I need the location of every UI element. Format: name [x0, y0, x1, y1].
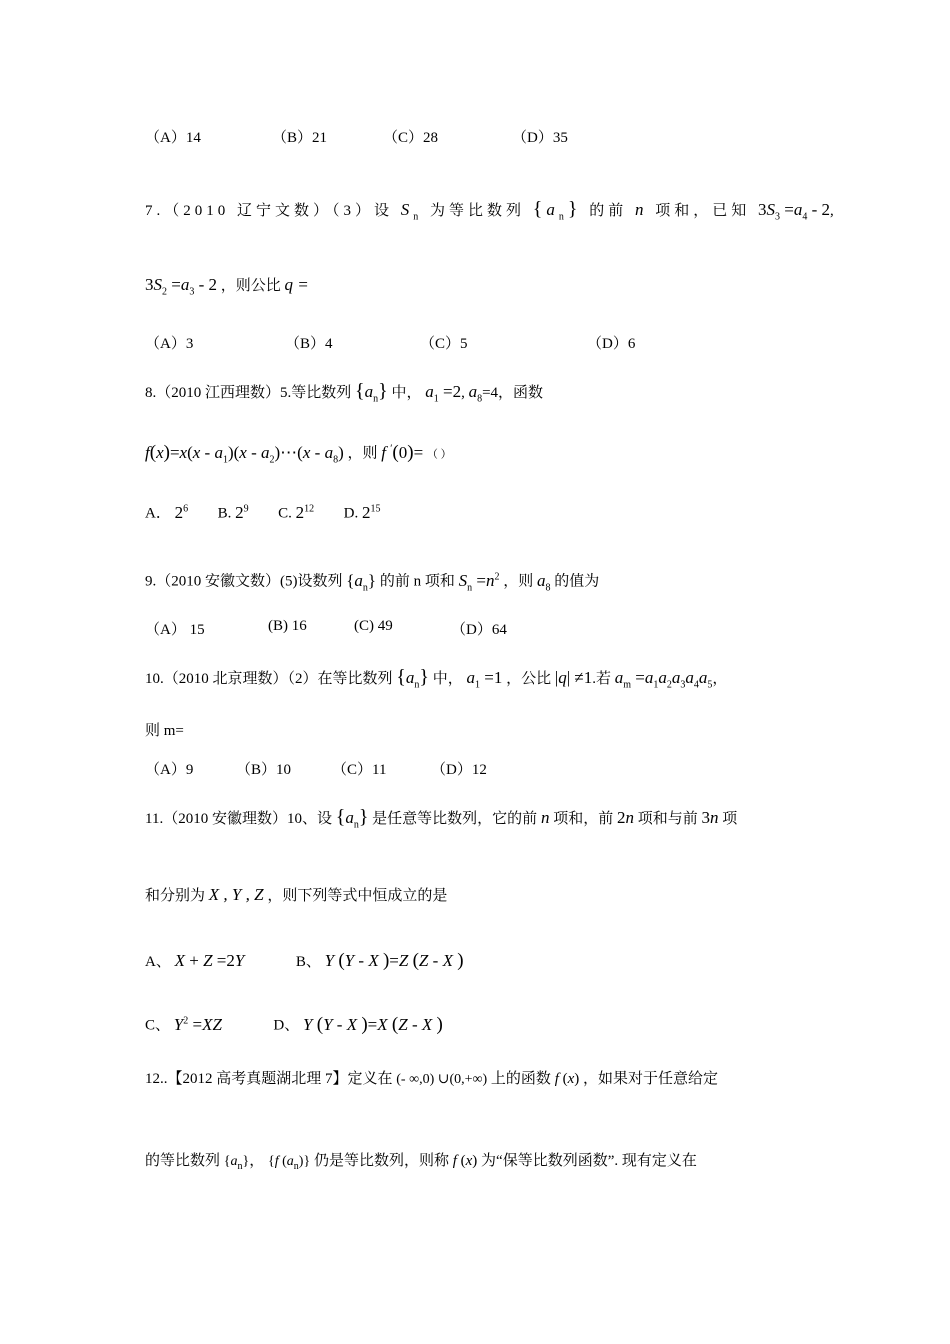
q6-option-b: （B）21: [272, 130, 328, 146]
q8-option-c-label: C.: [278, 505, 292, 522]
q8-option-b-label: B.: [217, 505, 232, 522]
q11-option-b-formula: Y (Y - X )=Z (Z - X ): [324, 950, 464, 971]
q7-option-a: （A）3: [145, 336, 194, 352]
q10-text4: ，: [712, 671, 728, 687]
q8-option-b-value: $2^9$: [235, 502, 249, 522]
q11-text3: 项和与前: [637, 811, 698, 827]
q11-line2a: 和分别为: [145, 888, 206, 904]
q10-text2: ，公比: [506, 671, 552, 687]
q11-formula-2n: 2n: [616, 808, 634, 827]
q11-text1: 是任意等比数列，它的前: [372, 811, 538, 827]
q12-formula-domain: (- ∞,0) ∪(0,+∞): [396, 1072, 488, 1087]
q9-option-a: （A） 15: [145, 622, 205, 638]
q7-formula-eq2: $3S_2 =a_3 - 2$: [145, 275, 218, 298]
q12-prefix: 12..【2012 高考真题湖北理 7】定义在: [145, 1071, 393, 1087]
q11-option-d-label: D、: [273, 1017, 300, 1034]
q12-formula-fx-2: f (x): [452, 1153, 478, 1169]
q12-text2: ，如果对于任意给定: [583, 1071, 719, 1087]
q7-option-c: （C）5: [420, 336, 468, 352]
q9-text1: 的前 n 项和: [379, 573, 455, 590]
q12-line-2: [145, 1150, 810, 1178]
q8-formula-an: $\{a_n\}$: [355, 380, 388, 405]
q12-line2d: 为“保等比数列函数”. 现有定义在: [481, 1153, 697, 1169]
q7-line-1: 7.（2010 辽宁文数）（3）设 $S_n$ 为等比数列 $\{a_n\}$ 的前 n 项和，已知 $3S_3 =a_4 - 2$,: [145, 198, 838, 223]
q10-option-d: （D）12: [431, 762, 487, 778]
q11-formula-an: $\{a_n\}$: [335, 806, 369, 831]
q8-formula-a1: $a_1 =2$: [425, 382, 462, 405]
q8-text2: =4，函数: [482, 385, 544, 401]
q11-formula-xyz: X , Y , Z: [208, 885, 264, 904]
q11-option-d-formula: Y (Y - X )=X (Z - X ): [303, 1013, 443, 1035]
q12-formula-an: $\{a_n\}$: [223, 1154, 250, 1172]
q9-formula-sn: $S_n =n^2$: [458, 570, 500, 594]
q11-text4: 项: [722, 811, 738, 827]
q7-text4: ，则公比: [220, 278, 281, 294]
q10-prefix: 10.（2010 北京理数）（2）在等比数列: [145, 671, 393, 687]
q8-options: [145, 498, 810, 525]
q9-option-c: (C) 49: [354, 618, 393, 634]
q11-option-c-label: C、: [145, 1017, 171, 1034]
q8-text1: 中，: [391, 385, 422, 401]
q8-formula-fx: $f(x)=x(x - a_1)(x$ - $a_2)\cdots(x - a_8)$: [145, 441, 344, 466]
q8-formula-f0: f ′(0)=: [381, 441, 424, 463]
q9-option-d: （D）64: [451, 622, 507, 638]
q12-line2b: ，: [249, 1153, 265, 1169]
q9-line-1: [145, 566, 810, 599]
q7-formula-sn: $S_n$: [400, 200, 423, 223]
q7-prefix: 7.（2010 辽宁文数）（3）设: [145, 203, 394, 219]
q7-text2: 的前: [589, 203, 628, 219]
q9-text3: 的值为: [554, 573, 600, 590]
q11-option-b-label: B、: [295, 954, 321, 970]
q8-line-1: 8.（2010 江西理数）5.等比数列 $\{a_n\}$ 中， $a_1 =2$, $a_8=4$，函数: [145, 380, 544, 405]
q8-prefix: 8.（2010 江西理数）5.等比数列: [145, 385, 352, 401]
q11-option-c-formula: $Y^2 =XZ$: [173, 1014, 222, 1034]
q8-formula-a8: $a_8$: [468, 382, 483, 405]
q6-option-d: （D）35: [512, 130, 568, 146]
q11-line-1: [145, 806, 810, 836]
q10-line-2: 则 m=: [145, 723, 184, 739]
q7-option-b: （B）4: [285, 336, 333, 352]
q11-options-ab: [145, 950, 810, 973]
q10-formula-an: $\{a_n\}$: [396, 666, 429, 691]
q12-line2c: 仍是等比数列，则称: [313, 1153, 449, 1169]
q9-option-b: (B) 16: [268, 618, 307, 634]
q11-options-cd: [145, 1010, 810, 1037]
q7-line-2: [145, 274, 810, 303]
q10-line-1: [145, 666, 810, 696]
q7-text1: 为等比数列: [430, 203, 526, 219]
q10-option-b: （B）10: [236, 762, 292, 778]
q11-formula-n: n: [540, 808, 550, 827]
q12-formula-fx: f (x): [554, 1071, 580, 1087]
q10-formula-a1: $a_1 =1$: [466, 668, 503, 691]
q8-answer-paren: （ ）: [426, 448, 452, 461]
q11-option-a-label: A、: [145, 954, 171, 970]
q12-line2a: 的等比数列: [145, 1153, 221, 1169]
q11-text2: 项和，前: [553, 811, 614, 827]
q9-formula-an: $\{a_n\}$: [346, 570, 377, 594]
q11-prefix: 11.（2010 安徽理数）10、设: [145, 811, 332, 827]
q10-text3: .若: [592, 671, 612, 687]
q7-option-d: （D）6: [587, 336, 636, 352]
q8-option-d-label: D.: [343, 505, 359, 522]
q8-text3: ，则: [347, 445, 378, 462]
q10-option-a: （A）9: [145, 762, 194, 778]
q11-line2b: ，则下列等式中恒成立的是: [267, 888, 448, 904]
q9-formula-a8: $a_8$: [536, 570, 551, 594]
q7-text3: 项和，已知: [655, 203, 751, 219]
q8-line-2: [145, 438, 810, 471]
q8-option-c-value: $2^{12}$: [295, 502, 315, 522]
q11-line-2: [145, 884, 810, 907]
q6-option-a: （A）14: [145, 130, 201, 146]
q10-text1: 中，: [432, 671, 463, 687]
q8-option-d-value: $2^{15}$: [361, 502, 381, 522]
q11-formula-3n: 3n: [701, 808, 719, 827]
q7-formula-n: n: [635, 200, 648, 219]
q11-option-a-formula: X + Z =2Y: [174, 951, 245, 970]
q10-option-c: （C）11: [332, 762, 387, 778]
q6-option-c: （C）28: [383, 130, 439, 146]
q12-line-1: [145, 1068, 810, 1091]
q7-formula-an: $\{a_n\}$: [532, 198, 582, 223]
q10-formula-q: |q| ≠1: [554, 668, 593, 687]
q8-option-a-label: A．: [145, 505, 171, 522]
q9-text2: ，则: [503, 573, 534, 590]
q9-prefix: 9.（2010 安徽文数）(5)设数列: [145, 573, 343, 590]
q7-formula-eq1: $3S_3 =a_4 - 2$: [758, 200, 831, 223]
q12-formula-fan: {f $(a_n)$}: [268, 1154, 311, 1172]
q8-option-a-value: $2^6$: [174, 502, 189, 522]
q12-text1: 上的函数: [490, 1071, 551, 1087]
q10-formula-am: $a_m =a_1a_2a_3a_4a_5$: [614, 668, 713, 691]
q7-formula-q: q =: [284, 275, 309, 294]
